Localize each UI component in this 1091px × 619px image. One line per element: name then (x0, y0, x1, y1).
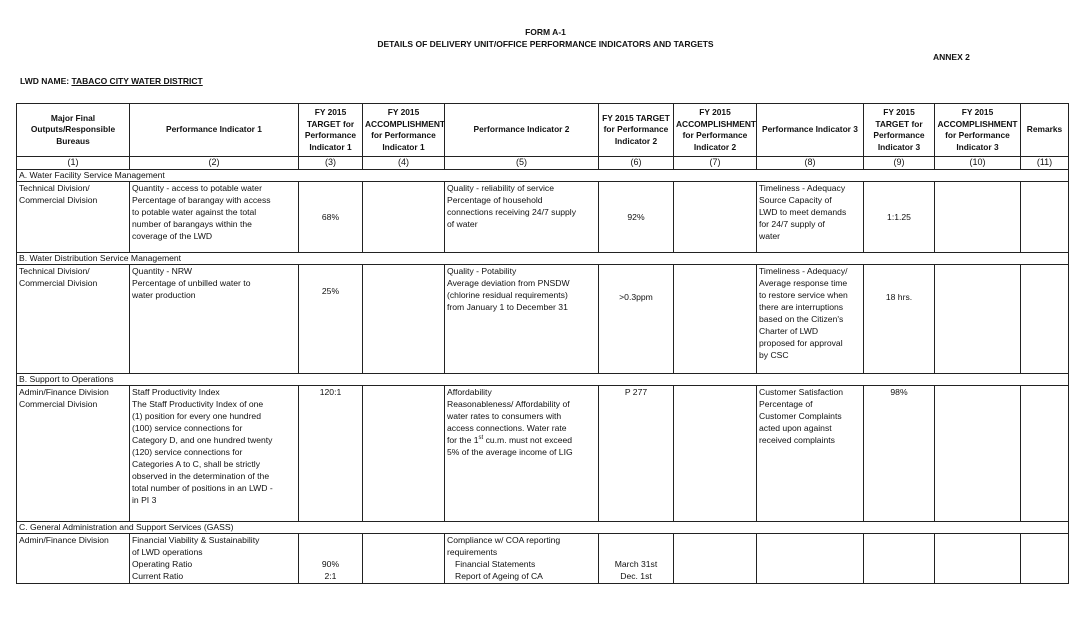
pi2-text-b: cu.m. must not exceed 5% of the average income of LIG (447, 435, 573, 457)
col-number: (6) (599, 157, 674, 170)
target-pi1-cell (299, 534, 363, 584)
table-row (17, 386, 1069, 522)
accomplishment-pi2-cell (674, 534, 757, 584)
target-pi2-c: Dec. 1st (620, 571, 652, 581)
remarks-cell (1021, 386, 1069, 522)
pi1-cell (130, 534, 299, 584)
form-subtitle: DETAILS OF DELIVERY UNIT/OFFICE PERFORMANCE INDICATORS AND TARGETS (377, 39, 714, 49)
header-major-final-outputs: Major Final Outputs/Responsible Bureaus (17, 104, 130, 157)
header-pi2: Performance Indicator 2 (445, 104, 599, 157)
accomplishment-pi1-cell (363, 534, 445, 584)
header-accomplishment-pi1: FY 2015 ACCOMPLISHMENT for Performance Indicator 1 (363, 104, 445, 157)
pi2-text-b: Financial Statements (455, 559, 536, 569)
col-number: (4) (363, 157, 445, 170)
pi3-cell (757, 534, 864, 584)
spacer (601, 534, 671, 558)
header-row (17, 104, 1069, 157)
col-number: (1) (17, 157, 130, 170)
section-row (17, 522, 1069, 534)
lwd-name-label: LWD NAME: (20, 76, 72, 86)
header-target-pi2: FY 2015 TARGET for Performance Indicator 2 (599, 104, 674, 157)
header-target-pi1: FY 2015 TARGET for Performance Indicator 1 (299, 104, 363, 157)
bureau-cell: Technical Division/ Commercial Division (17, 265, 130, 374)
remarks-cell (1021, 265, 1069, 374)
accomplishment-pi1-cell (363, 386, 445, 522)
pi2-text-c: Report of Ageing of CA (455, 571, 543, 581)
pi2-cell (445, 386, 599, 522)
header-remarks: Remarks (1021, 104, 1069, 157)
col-number: (10) (935, 157, 1021, 170)
col-number: (7) (674, 157, 757, 170)
table-row (17, 182, 1069, 253)
bureau-cell: Admin/Finance Division (17, 534, 130, 584)
table-row (17, 265, 1069, 374)
pi2-superscript: st (478, 435, 484, 442)
header-accomplishment-pi2: FY 2015 ACCOMPLISHMENT for Performance Indicator 2 (674, 104, 757, 157)
accomplishment-pi3-cell (935, 534, 1021, 584)
header-pi3: Performance Indicator 3 (757, 104, 864, 157)
col-number: (5) (445, 157, 599, 170)
pi2-cell (445, 534, 599, 584)
target-pi1-cell: 68% (299, 182, 363, 253)
form-title: FORM A-1 (525, 27, 566, 37)
accomplishment-pi1-cell (363, 182, 445, 253)
header-target-pi3: FY 2015 TARGET for Performance Indicator 3 (864, 104, 935, 157)
table-row (17, 534, 1069, 584)
pi1-text-c: Current Ratio (132, 571, 184, 581)
pi2-cell: Quality - Potability Average deviation from PNSDW (chlorine residual requirements) from January 1 to December 31 (445, 265, 599, 374)
col-number: (3) (299, 157, 363, 170)
annex-label: ANNEX 2 (933, 52, 970, 62)
section-row (17, 374, 1069, 386)
col-number: (9) (864, 157, 935, 170)
section-title-b2: B. Support to Operations (17, 374, 1069, 386)
lwd-name-line (20, 76, 203, 86)
target-pi3-cell (864, 534, 935, 584)
section-title-c: C. General Administration and Support Services (GASS) (17, 522, 1069, 534)
section-title-b1: B. Water Distribution Service Management (17, 253, 1069, 265)
header-pi1: Performance Indicator 1 (130, 104, 299, 157)
pi3-cell: Customer Satisfaction Percentage of Customer Complaints acted upon against received complaints (757, 386, 864, 522)
pi1-text-a: Financial Viability & Sustainability of LWD operations (132, 535, 260, 557)
target-pi3-cell: 1:1.25 (864, 182, 935, 253)
section-title-a: A. Water Facility Service Management (17, 170, 1069, 182)
bureau-cell: Admin/Finance Division Commercial Division (17, 386, 130, 522)
target-pi1-cell: 120:1 (299, 386, 363, 522)
pi2-text-a: Affordability Reasonableness/ Affordability of water rates to consumers with access connections. Water rate for the 1 (447, 387, 570, 445)
target-pi3-cell: 18 hrs. (864, 265, 935, 374)
target-pi2-cell: 92% (599, 182, 674, 253)
target-pi1-c: 2:1 (324, 571, 337, 581)
pi1-cell: Quantity - NRW Percentage of unbilled water to water production (130, 265, 299, 374)
bureau-cell: Technical Division/ Commercial Division (17, 182, 130, 253)
pi1-cell: Quantity - access to potable water Percentage of barangay with access to potable water against the total number of barangays within the coverage of the LWD (130, 182, 299, 253)
target-pi1-b: 90% (321, 559, 340, 569)
target-pi2-cell (599, 534, 674, 584)
section-row (17, 170, 1069, 182)
column-number-row (17, 157, 1069, 170)
col-number: (11) (1021, 157, 1069, 170)
pi1-cell: Staff Productivity Index The Staff Productivity Index of one (1) position for every one hundred (100) service connections for Category D, and one hundred twenty (120) service connections for Categories A to C, shall be strictly observed in the determination of the total number of positions in an LWD - in PI 3 (130, 386, 299, 522)
accomplishment-pi3-cell (935, 265, 1021, 374)
remarks-cell (1021, 182, 1069, 253)
section-row (17, 253, 1069, 265)
accomplishment-pi3-cell (935, 182, 1021, 253)
lwd-name-value: TABACO CITY WATER DISTRICT (71, 76, 203, 86)
pi2-text-a: Compliance w/ COA reporting requirements (447, 535, 561, 557)
col-number: (8) (757, 157, 864, 170)
accomplishment-pi3-cell (935, 386, 1021, 522)
target-pi2-cell: P 277 (599, 386, 674, 522)
accomplishment-pi2-cell (674, 386, 757, 522)
target-pi3-cell: 98% (864, 386, 935, 522)
remarks-cell (1021, 534, 1069, 584)
pi3-cell: Timeliness - Adequacy/ Average response time to restore service when there are interruptions based on the Citizen's Charter of LWD proposed for approval by CSC (757, 265, 864, 374)
pi3-cell: Timeliness - Adequacy Source Capacity of LWD to meet demands for 24/7 supply of water (757, 182, 864, 253)
pi2-cell: Quality - reliability of service Percentage of household connections receiving 24/7 supply of water (445, 182, 599, 253)
target-pi2-b: March 31st (614, 559, 658, 569)
pi1-text-b: Operating Ratio (132, 559, 193, 569)
performance-table (16, 103, 1069, 584)
target-pi1-cell: 25% (299, 265, 363, 374)
accomplishment-pi2-cell (674, 182, 757, 253)
accomplishment-pi1-cell (363, 265, 445, 374)
header-accomplishment-pi3: FY 2015 ACCOMPLISHMENT for Performance Indicator 3 (935, 104, 1021, 157)
col-number: (2) (130, 157, 299, 170)
accomplishment-pi2-cell (674, 265, 757, 374)
target-pi2-cell: >0.3ppm (599, 265, 674, 374)
spacer (301, 534, 360, 558)
